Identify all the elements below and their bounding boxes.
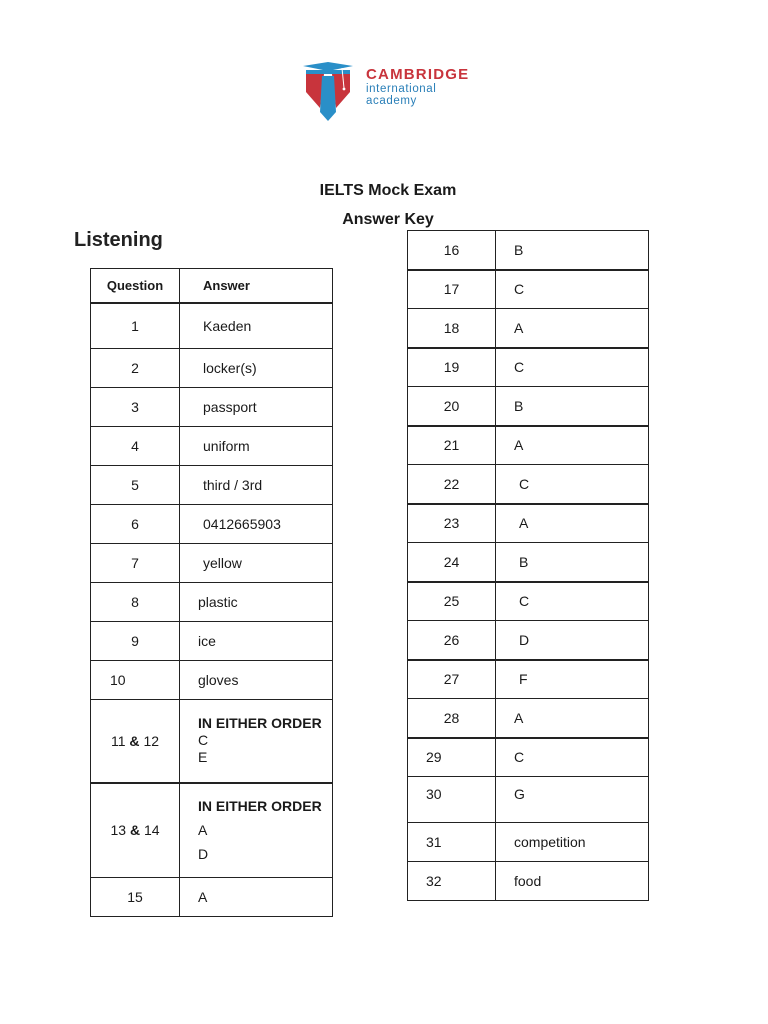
question-number: 25 xyxy=(408,582,496,621)
question-number: 17 xyxy=(408,270,496,309)
table-row-either-order xyxy=(91,783,333,878)
answer-cell: Kaeden xyxy=(180,303,333,349)
question-header: Question xyxy=(91,269,180,303)
question-number: 9 xyxy=(91,622,180,661)
table-row xyxy=(91,349,333,388)
answer-cell: C xyxy=(496,738,649,777)
table-row xyxy=(91,622,333,661)
table-header-row xyxy=(91,269,333,303)
question-number: 5 xyxy=(91,466,180,505)
answer-option: D xyxy=(198,845,209,862)
answer-cell xyxy=(180,700,333,783)
question-number: 27 xyxy=(408,660,496,699)
table-row xyxy=(408,582,649,621)
table-row xyxy=(91,466,333,505)
answer-cell: B xyxy=(496,543,649,582)
cambridge-logo xyxy=(300,62,520,124)
answer-cell: A xyxy=(496,426,649,465)
answer-cell: B xyxy=(496,231,649,270)
table-row xyxy=(408,348,649,387)
question-number: 18 xyxy=(408,309,496,348)
answer-cell: A xyxy=(496,504,649,543)
answer-cell: G xyxy=(496,777,649,823)
answer-cell: C xyxy=(496,348,649,387)
answer-cell: passport xyxy=(180,388,333,427)
answer-option: E xyxy=(198,749,208,766)
question-number: 22 xyxy=(408,465,496,504)
answer-header: Answer xyxy=(180,269,333,303)
answer-cell: competition xyxy=(496,823,649,862)
graduation-shield-icon xyxy=(300,62,356,122)
table-row xyxy=(91,505,333,544)
table-row xyxy=(91,544,333,583)
answer-cell: C xyxy=(496,465,649,504)
answer-option: A xyxy=(198,821,208,838)
table-row xyxy=(91,427,333,466)
question-number: 19 xyxy=(408,348,496,387)
answer-cell: uniform xyxy=(180,427,333,466)
question-number: 4 xyxy=(91,427,180,466)
table-row xyxy=(408,777,649,823)
table-row xyxy=(408,504,649,543)
either-order-note: IN EITHER ORDER xyxy=(198,797,322,814)
table-row xyxy=(408,543,649,582)
question-number: 30 xyxy=(408,777,496,823)
answer-key-title: Answer Key xyxy=(342,211,434,228)
question-number: 6 xyxy=(91,505,180,544)
question-number: 20 xyxy=(408,387,496,426)
answer-cell: C xyxy=(496,582,649,621)
logo-brand-name: CAMBRIDGE xyxy=(366,66,470,83)
question-number: 2 xyxy=(91,349,180,388)
table-row xyxy=(408,465,649,504)
question-number: 23 xyxy=(408,504,496,543)
table-row xyxy=(408,823,649,862)
answer-cell: yellow xyxy=(180,544,333,583)
question-number: 8 xyxy=(91,583,180,622)
question-pair xyxy=(91,783,180,878)
listening-answer-table-right xyxy=(407,230,649,901)
question-number: 32 xyxy=(408,862,496,901)
table-row xyxy=(408,309,649,348)
either-order-note: IN EITHER ORDER xyxy=(198,715,322,732)
question-number: 12 xyxy=(143,732,160,749)
section-heading-listening: Listening xyxy=(74,229,163,251)
question-number: 13 xyxy=(110,822,127,839)
question-number: 3 xyxy=(91,388,180,427)
answer-cell xyxy=(180,783,333,878)
answer-cell: C xyxy=(496,270,649,309)
answer-cell: A xyxy=(496,309,649,348)
question-number: 21 xyxy=(408,426,496,465)
table-row xyxy=(408,738,649,777)
question-number: 26 xyxy=(408,621,496,660)
exam-title: IELTS Mock Exam xyxy=(319,182,457,199)
answer-cell: 0412665903 xyxy=(180,505,333,544)
table-row xyxy=(408,387,649,426)
table-row xyxy=(91,878,333,917)
answer-cell: ice xyxy=(180,622,333,661)
question-number: 24 xyxy=(408,543,496,582)
answer-cell: D xyxy=(496,621,649,660)
ampersand: & xyxy=(129,732,140,749)
table-row xyxy=(408,862,649,901)
table-row xyxy=(408,699,649,738)
answer-cell: gloves xyxy=(180,661,333,700)
answer-option: C xyxy=(198,732,209,749)
table-row xyxy=(408,426,649,465)
table-row-either-order xyxy=(91,700,333,783)
logo-line-academy: academy xyxy=(366,95,417,107)
listening-answer-table-left xyxy=(90,268,333,917)
table-row xyxy=(408,621,649,660)
logo-line-international: international xyxy=(366,83,437,95)
table-row xyxy=(408,231,649,270)
ampersand: & xyxy=(129,822,141,839)
table-row xyxy=(91,661,333,700)
answer-cell: F xyxy=(496,660,649,699)
question-number: 28 xyxy=(408,699,496,738)
question-number: 31 xyxy=(408,823,496,862)
answer-cell: A xyxy=(180,878,333,917)
table-row xyxy=(408,270,649,309)
table-row xyxy=(91,303,333,349)
question-number: 29 xyxy=(408,738,496,777)
question-number: 1 xyxy=(91,303,180,349)
answer-cell: A xyxy=(496,699,649,738)
question-number: 10 xyxy=(91,661,180,700)
question-number: 7 xyxy=(91,544,180,583)
question-number: 15 xyxy=(91,878,180,917)
question-number: 14 xyxy=(143,822,160,839)
table-row xyxy=(91,388,333,427)
answer-cell: plastic xyxy=(180,583,333,622)
question-number: 11 xyxy=(110,732,126,749)
answer-cell: food xyxy=(496,862,649,901)
question-pair xyxy=(91,700,180,783)
table-row xyxy=(91,583,333,622)
answer-cell: B xyxy=(496,387,649,426)
answer-cell: locker(s) xyxy=(180,349,333,388)
answer-cell: third / 3rd xyxy=(180,466,333,505)
table-row xyxy=(408,660,649,699)
question-number: 16 xyxy=(408,231,496,270)
